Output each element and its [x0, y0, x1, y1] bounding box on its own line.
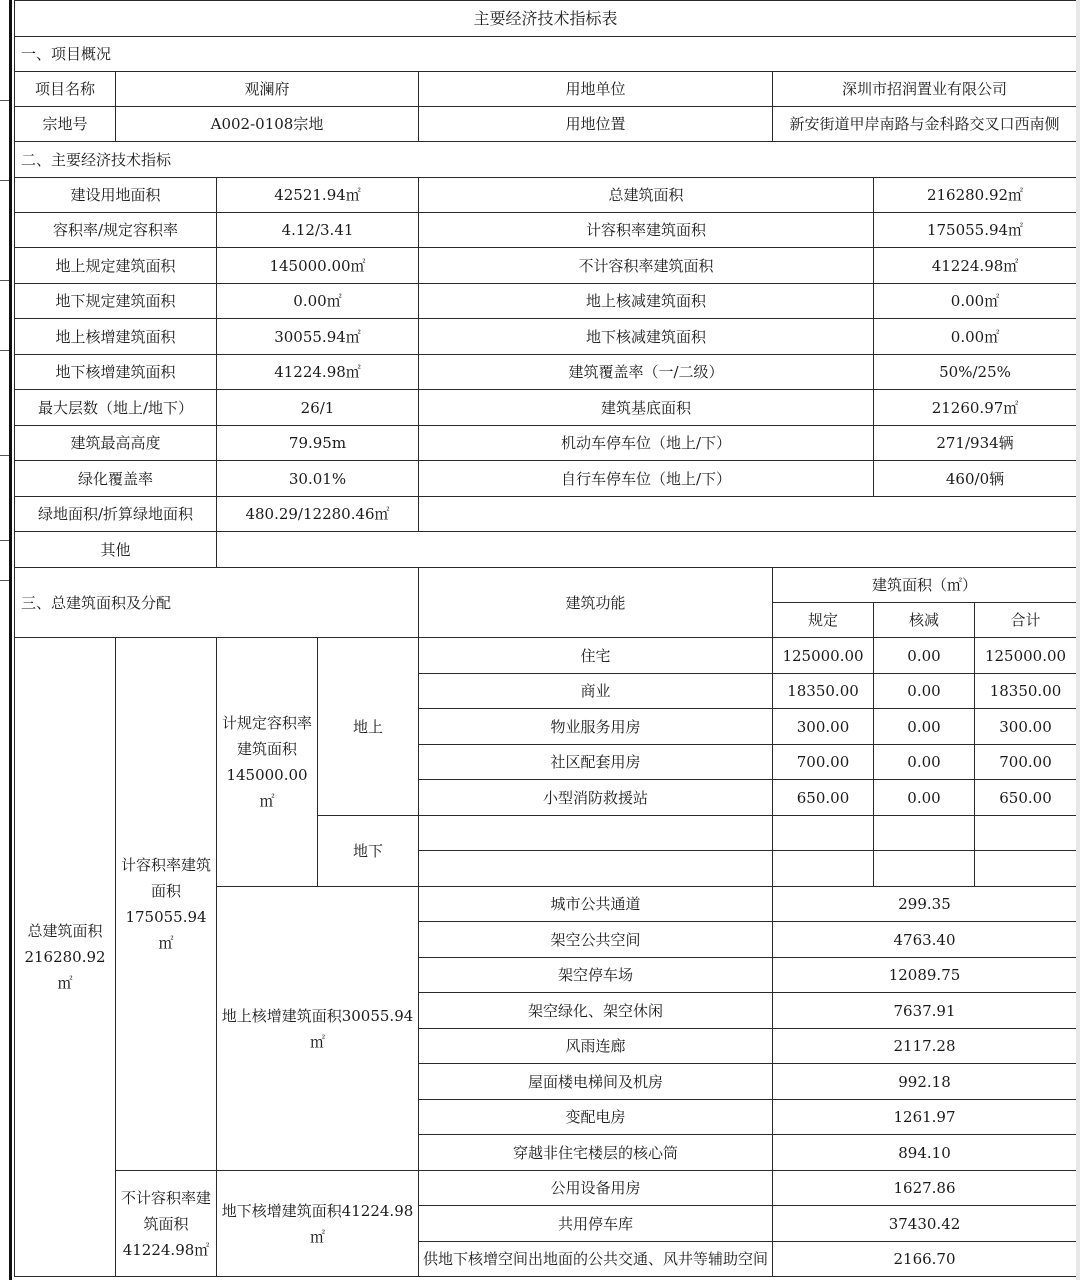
noncount-area-cell: 不计容积率建筑面积41224.98㎡: [116, 1171, 217, 1277]
project-name-label: 项目名称: [15, 72, 116, 107]
indicator-label: 地下核减建筑面积: [419, 319, 874, 355]
indicator-row: [15, 426, 1077, 461]
indicator-value: 41224.98㎡: [217, 355, 419, 390]
right-edge-strip: [1076, 0, 1080, 1280]
indicator-row: [15, 178, 1077, 213]
empty-cell: [419, 851, 773, 887]
indicator-value: 21260.97㎡: [874, 390, 1077, 426]
indicator-row: [15, 319, 1077, 355]
function-header: 建筑功能: [419, 568, 773, 638]
indicator-value: 0.00㎡: [874, 319, 1077, 355]
parcel-value: A002-0108宗地: [116, 107, 419, 142]
reduce-value: 0.00: [874, 674, 975, 709]
reduce-value: 0.00: [874, 638, 975, 674]
spec-value: 300.00: [773, 709, 874, 745]
function-name: 架空绿化、架空休闲: [419, 993, 773, 1029]
binding-tick: [0, 100, 9, 101]
area-value: 7637.91: [773, 993, 1077, 1029]
function-name: 架空停车场: [419, 958, 773, 993]
indicator-value: 145000.00㎡: [217, 248, 419, 284]
indicator-label: 地上核减建筑面积: [419, 284, 874, 319]
indicator-value: 41224.98㎡: [874, 248, 1077, 284]
indicator-value: 50%/25%: [874, 355, 1077, 390]
empty-cell: [975, 851, 1077, 887]
other-label: 其他: [15, 532, 217, 568]
binding-tick: [0, 540, 9, 541]
green-area-value: 480.29/12280.46㎡: [217, 497, 419, 532]
total-value: 650.00: [975, 780, 1077, 816]
binding-tick: [0, 350, 9, 351]
function-name: 穿越非住宅楼层的核心筒: [419, 1135, 773, 1171]
indicator-label: 建筑基底面积: [419, 390, 874, 426]
indicator-label: 地上规定建筑面积: [15, 248, 217, 284]
indicator-value: 42521.94㎡: [217, 178, 419, 213]
indicator-value: 271/934辆: [874, 426, 1077, 461]
indicator-value: 460/0辆: [874, 461, 1077, 497]
section-3-heading: 三、总建筑面积及分配: [15, 568, 419, 638]
function-name: 物业服务用房: [419, 709, 773, 745]
function-name: 风雨连廊: [419, 1029, 773, 1064]
function-name: 住宅: [419, 638, 773, 674]
total-value: 125000.00: [975, 638, 1077, 674]
area-value: 1261.97: [773, 1100, 1077, 1135]
indicator-label: 建设用地面积: [15, 178, 217, 213]
land-unit-label: 用地单位: [419, 72, 773, 107]
indicator-value: 79.95m: [217, 426, 419, 461]
area-value: 894.10: [773, 1135, 1077, 1171]
indicator-value: 30.01%: [217, 461, 419, 497]
spec-value: 700.00: [773, 745, 874, 780]
indicator-row: [15, 355, 1077, 390]
reduce-value: 0.00: [874, 745, 975, 780]
table-title: 主要经济技术指标表: [15, 1, 1077, 37]
area-value: 1627.86: [773, 1171, 1077, 1206]
function-name: 商业: [419, 674, 773, 709]
empty-cell: [419, 816, 773, 851]
indicator-value: 216280.92㎡: [874, 178, 1077, 213]
above-increase-cell: 地上核增建筑面积30055.94㎡: [217, 887, 419, 1171]
indicator-table: [14, 0, 1077, 1277]
indicator-label: 不计容积率建筑面积: [419, 248, 874, 284]
indicator-value: 0.00㎡: [217, 284, 419, 319]
section-2-heading: 二、主要经济技术指标: [15, 142, 1077, 178]
green-area-row: [15, 497, 1077, 532]
specified-area-cell: 计规定容积率建筑面积145000.00 ㎡: [217, 638, 318, 887]
col-reduce-header: 核减: [874, 603, 975, 638]
area-value: 992.18: [773, 1064, 1077, 1100]
reduce-value: 0.00: [874, 780, 975, 816]
function-name: 架空公共空间: [419, 922, 773, 958]
binding-tick: [0, 180, 9, 181]
function-name: 小型消防救援站: [419, 780, 773, 816]
indicator-label: 总建筑面积: [419, 178, 874, 213]
total-area-cell: 总建筑面积216280.92㎡: [15, 638, 116, 1277]
indicator-label: 最大层数（地上/地下）: [15, 390, 217, 426]
section-1-heading: 一、项目概况: [15, 37, 1077, 72]
area-value: 299.35: [773, 887, 1077, 922]
area-value: 2166.70: [773, 1242, 1077, 1277]
indicator-label: 计容积率建筑面积: [419, 213, 874, 248]
indicator-row: [15, 213, 1077, 248]
indicator-row: [15, 390, 1077, 426]
empty-cell: [773, 816, 874, 851]
indicator-label: 容积率/规定容积率: [15, 213, 217, 248]
total-value: 300.00: [975, 709, 1077, 745]
binding-bar: [9, 0, 12, 1280]
below-increase-cell: 地下核增建筑面积41224.98㎡: [217, 1171, 419, 1277]
project-name-value: 观澜府: [116, 72, 419, 107]
spec-value: 18350.00: [773, 674, 874, 709]
function-name: 公用设备用房: [419, 1171, 773, 1206]
table-row: [15, 638, 1077, 674]
below-ground-label: 地下: [318, 816, 419, 887]
above-ground-label: 地上: [318, 638, 419, 816]
function-name: 共用停车库: [419, 1206, 773, 1242]
area-value: 2117.28: [773, 1029, 1077, 1064]
function-name: 屋面楼电梯间及机房: [419, 1064, 773, 1100]
land-unit-value: 深圳市招润置业有限公司: [773, 72, 1077, 107]
parcel-row: [15, 107, 1077, 142]
empty-cell: [419, 497, 1077, 532]
left-binding-edge: [0, 0, 14, 1280]
counted-area-cell: 计容积率建筑面积175055.94㎡: [116, 638, 217, 1171]
empty-cell: [874, 816, 975, 851]
indicator-sheet: [14, 0, 1076, 1280]
indicator-row: [15, 461, 1077, 497]
empty-cell: [773, 851, 874, 887]
green-area-label: 绿地面积/折算绿地面积: [15, 497, 217, 532]
indicator-label: 地下核增建筑面积: [15, 355, 217, 390]
area-value: 37430.42: [773, 1206, 1077, 1242]
area-header: 建筑面积（㎡）: [773, 568, 1077, 603]
function-name: 供地下核增空间出地面的公共交通、风井等辅助空间: [419, 1242, 773, 1277]
empty-cell: [975, 816, 1077, 851]
indicator-value: 4.12/3.41: [217, 213, 419, 248]
section-3-header-row: [15, 568, 1077, 603]
total-value: 18350.00: [975, 674, 1077, 709]
indicator-label: 建筑最高高度: [15, 426, 217, 461]
project-name-row: [15, 72, 1077, 107]
area-value: 4763.40: [773, 922, 1077, 958]
function-name: 变配电房: [419, 1100, 773, 1135]
binding-tick: [0, 455, 9, 456]
indicator-row: [15, 284, 1077, 319]
indicator-value: 30055.94㎡: [217, 319, 419, 355]
indicator-value: 0.00㎡: [874, 284, 1077, 319]
indicator-label: 建筑覆盖率（一/二级）: [419, 355, 874, 390]
indicator-label: 地下规定建筑面积: [15, 284, 217, 319]
location-value: 新安街道甲岸南路与金科路交叉口西南侧: [773, 107, 1077, 142]
location-label: 用地位置: [419, 107, 773, 142]
indicator-label: 地上核增建筑面积: [15, 319, 217, 355]
indicator-value: 175055.94㎡: [874, 213, 1077, 248]
table-row: [15, 1171, 1077, 1206]
indicator-row: [15, 248, 1077, 284]
reduce-value: 0.00: [874, 709, 975, 745]
spec-value: 125000.00: [773, 638, 874, 674]
indicator-value: 26/1: [217, 390, 419, 426]
total-value: 700.00: [975, 745, 1077, 780]
area-value: 12089.75: [773, 958, 1077, 993]
col-total-header: 合计: [975, 603, 1077, 638]
spec-value: 650.00: [773, 780, 874, 816]
empty-cell: [874, 851, 975, 887]
empty-cell: [217, 532, 1077, 568]
indicator-label: 自行车停车位（地上/下）: [419, 461, 874, 497]
col-spec-header: 规定: [773, 603, 874, 638]
function-name: 城市公共通道: [419, 887, 773, 922]
other-row: [15, 532, 1077, 568]
indicator-label: 绿化覆盖率: [15, 461, 217, 497]
parcel-label: 宗地号: [15, 107, 116, 142]
function-name: 社区配套用房: [419, 745, 773, 780]
binding-tick: [0, 280, 9, 281]
binding-tick: [0, 580, 9, 581]
indicator-label: 机动车停车位（地上/下）: [419, 426, 874, 461]
